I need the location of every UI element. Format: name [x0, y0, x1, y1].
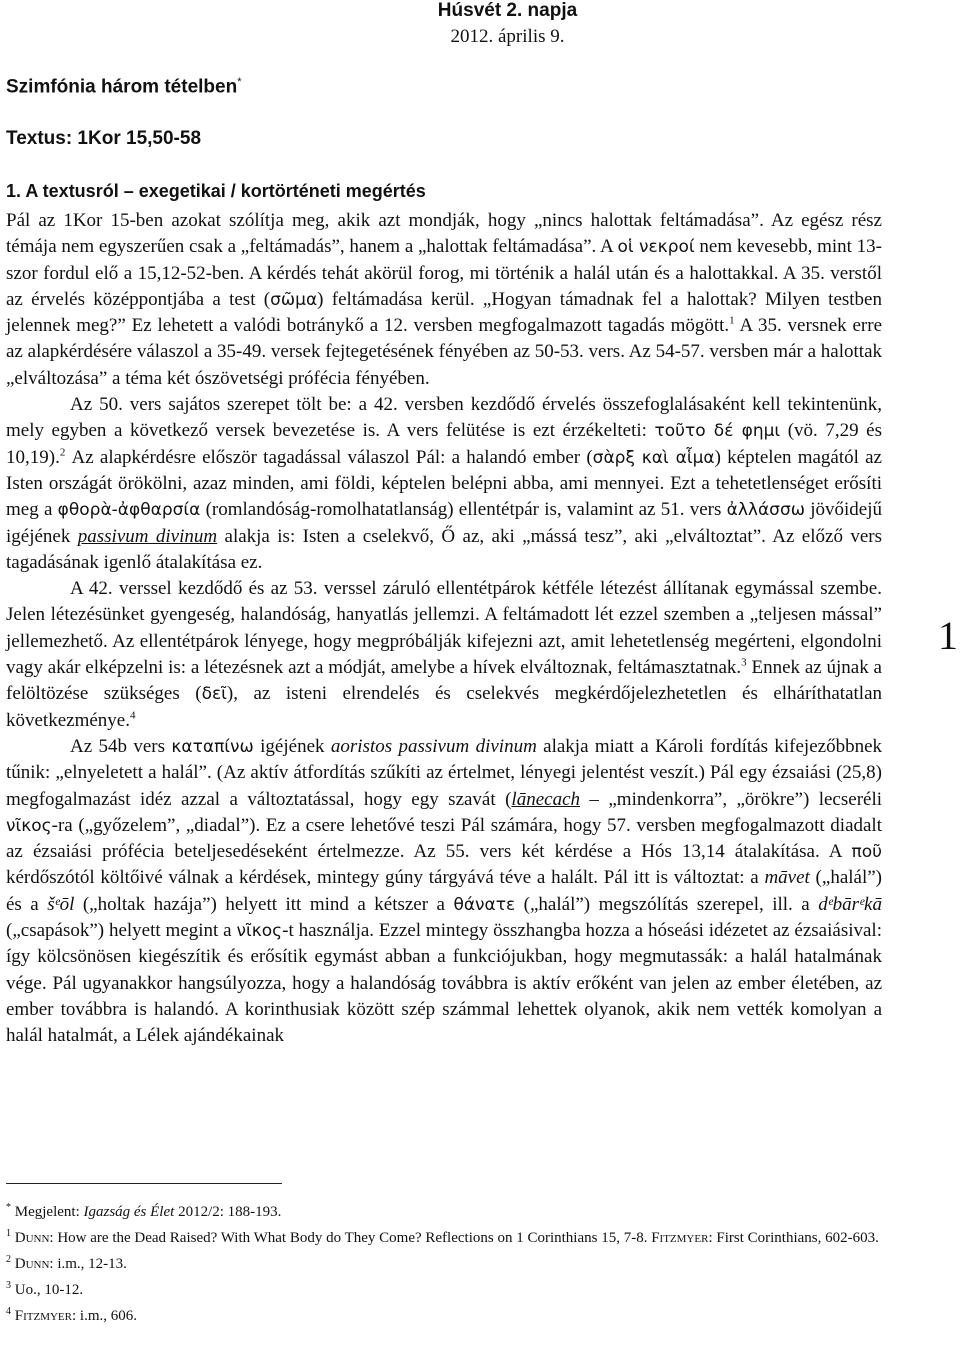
author-name: Fitzmyer	[651, 1230, 709, 1246]
text-run: -ra („győzelem”, „diadal”). Ez a cserе lehetővé teszi Pál számára, hogy 57. versben megfogalmazott diadalt az ézsaiási prófécia beteljesedéseként értelmezze. Az 55. vers két kérdése a Hós 13,14 átalakítása. A	[6, 814, 882, 863]
text-run: alakja miatt a Károli fordítás kifejezőbbnek tűnik: „elnyeletett a halál”. (Az aktív átfordítás szűkíti az értelmet, lényegi jelentést veszít.) Pál egy ézsaiási (25,8) megfogalmazást idéz azzal a változtatással, hogy egy szavát (	[6, 735, 883, 810]
document-title	[6, 76, 241, 98]
footnote	[6, 1223, 882, 1249]
text-run: : i.m., 606.	[71, 1308, 137, 1324]
underlined-term: passivum divinum	[77, 525, 218, 547]
author-name: Dunn	[14, 1230, 50, 1246]
text-run: Az 50. vers sajátos szerepet tölt be: a 42. versben kezdődő érvelés összefoglalásaként kell tekintenünk, mely egyben a következő versek bevezetése is. A vers felütése is ezt érzékelteti:	[6, 394, 882, 442]
underlined-term: lānecach	[511, 788, 580, 810]
text-run: A 42. verssel kezdődő és az 53. verssel záruló ellentétpárok kétféle létezést állítanak egymással szembe. Jelen létezésünket gyengeség, halandóság, hanyatlás jellemzi. A feltámadott lét ezzel szemben a „teljesen mással” jellemezhető. Az ellentétpárok lényege, hogy megpróbálják kifejezni azt, amit lehetetlenség megérteni, elgondolni vagy akár elképzelni is: a létezésnek azt a módját, amelybe a hívek elváltoznak, feltámasztatnak.	[6, 578, 882, 679]
textus-reference: Textus: 1Kor 15,50-58	[6, 128, 202, 149]
greek-term: σῶμα	[270, 289, 318, 310]
footnote-ref: 4	[6, 1306, 11, 1317]
author-name: Fitzmyer	[14, 1308, 72, 1324]
italic-term: dᵉbārᵉkā	[818, 893, 882, 915]
text-run: („csapások”) helyett megint a	[6, 920, 237, 942]
paragraph	[6, 208, 882, 392]
text-run: Az 54b vers	[70, 735, 172, 757]
title-footnote-mark: *	[237, 76, 242, 88]
greek-term: νῖκος	[236, 921, 283, 942]
text-run: (romlandóság-romolhatatlanság) ellentétpár is, valamint az 51. vers	[200, 499, 727, 521]
greek-term: φθορὰ-ἀφθαρσία	[57, 500, 201, 521]
footnote-ref: 1	[6, 1228, 11, 1239]
text-run: Megjelent:	[11, 1204, 84, 1220]
text-run: A 35. versnek erre az alapkérdésére válaszol a 35-49. versek fejtegetésének fényében az 50-53. vers. Az 54-57. versben már a halottak „elváltozása” a téma két ószövetségi prófécia fényében.	[6, 315, 882, 389]
text-run: Ennek az újnak a felöltözése szükséges (	[6, 657, 882, 705]
greek-term: θάνατε	[453, 894, 516, 915]
footnote-separator	[6, 1183, 282, 1184]
footnote-ref: 1	[729, 314, 735, 327]
greek-term: ἀλλάσσω	[726, 500, 805, 521]
text-run: igéjének	[253, 735, 331, 757]
italic-term: šᵉōl	[47, 893, 75, 915]
italic-term: Igazság és Élet	[83, 1204, 175, 1220]
text-run: – „mindenkorra”, „örökre”) lecseréli	[580, 788, 883, 810]
author-name: Dunn	[14, 1256, 50, 1272]
greek-term: τοῦτο δέ φημι	[654, 421, 781, 442]
paragraph	[6, 734, 882, 1050]
text-run: -t használja. Ezzel mintegy összhangba hozza a hóseási idézetet az ézsaiásival: így kölcsönösen kiegészítik és erősítik egymást abban a funkciójukban, hogy megmutassák: a halál hatalmának vége. Pál ugyanakkor hangsúlyozza, hogy a halandóság továbbra is aktív erőként van jelen az ember életében, az ember továbbra is halandó. A korinthusiak között szép számmal lehettek olyanok, akik nem vették komolyan a halál hatalmát, a Lélek ajándékainak	[6, 920, 882, 1047]
section-heading: 1. A textusról – exegetikai / kortörténeti megértés	[6, 181, 426, 201]
footnote	[6, 1197, 882, 1223]
text-run: : i.m., 12-13.	[49, 1256, 127, 1272]
paragraph	[6, 392, 882, 576]
text-run: 2012/2: 188-193.	[174, 1204, 282, 1220]
greek-term: δεῖ	[201, 684, 227, 705]
paragraph	[6, 576, 882, 734]
text-run: nem kevesebb, mint 13-szor fordul elő a 15,12-52-ben. A kérdés tehát akörül forog, mi történik a halál után és a halottakkal. A 35. verstől az érvelés középpontjába a test (	[6, 236, 882, 310]
body-text	[6, 208, 882, 1050]
footnote	[6, 1249, 882, 1275]
footnote	[6, 1275, 882, 1301]
text-run: kérdőszótól költőivé válnak a kérdések, mintegy gúny tárgyává téve a halált. Pál itt is változtat: a	[6, 867, 765, 889]
footnote	[6, 1301, 882, 1327]
footnote-ref: 3	[6, 1280, 11, 1291]
text-run: (vö. 7,29 és 10,19).	[6, 420, 883, 468]
footnote-ref: *	[6, 1202, 11, 1213]
greek-term: σὰρξ καὶ αἷμα	[592, 447, 715, 468]
greek-term: οἱ νεκροί	[617, 237, 695, 258]
text-run: Pál az 1Kor 15-ben azokat szólítja meg, akik azt mondják, hogy „nincs halottak feltámadása”. Az egész rész témája nem egyszerűen csak a „feltámadás”, hanem a „halottak feltámadása”. A	[6, 210, 882, 258]
text-run: : First Corinthians, 602-603.	[708, 1230, 879, 1246]
text-run: („halál”) megszólítás szerepel, ill. a	[515, 893, 819, 915]
footnote-ref: 2	[6, 1254, 11, 1265]
greek-term: ποῦ	[851, 842, 882, 863]
header-date: 2012. április 9.	[450, 26, 565, 47]
text-run: jövőidejű igéjének	[6, 499, 882, 547]
header-title: Húsvét 2. napja	[437, 0, 578, 21]
footnote-ref: 3	[741, 656, 747, 669]
text-run: ) feltámadása kerül. „Hogyan támadnak fel a halottak? Milyen testben jelennek meg?” Ez lehetett a valódi botránykő a 12. versben megfogalmazott tagadás mögött.	[6, 288, 882, 337]
text-run: ) képtelen magától az Isten országát örökölni, azaz minden, ami földi, képtelen belépni abba, ami mennyei. Ezt a tehetetlenséget erősíti meg a	[6, 446, 882, 521]
text-run: alakja is: Isten a cselekvő, Ő az, aki „mássá tesz”, aki „elváltoztat”. Az előző vers tagadásának igenlő átalakítása ez.	[6, 525, 883, 573]
document-title-text: Szimfónia három tételben	[6, 76, 238, 98]
text-run: Uo., 10-12.	[11, 1282, 84, 1298]
greek-term: νῖκος	[6, 815, 52, 836]
text-run: ), az isteni elrendelés és cselekvés megkérdőjelezhetetlen és elháríthatatlan következménye.	[6, 683, 882, 731]
page-number: 1	[938, 613, 958, 658]
footnotes	[6, 1197, 882, 1327]
footnote-ref: 4	[129, 709, 136, 722]
text-run: („holtak hazája”) helyett itt mind a kétszer a	[74, 893, 454, 915]
text-run: Az alapkérdésre először tagadással válaszol Pál: a halandó ember (	[65, 446, 593, 468]
text-run: („halál”) és a	[6, 867, 882, 915]
italic-term: aoristos passivum divinum	[330, 735, 537, 757]
footnote-ref: 2	[59, 446, 66, 459]
greek-term: καταπίνω	[171, 736, 254, 757]
text-run: : How are the Dead Raised? With What Body do They Come? Reflections on 1 Corinthians 15, 7-8.	[49, 1230, 652, 1246]
page-header	[0, 0, 960, 52]
italic-term: māvet	[764, 867, 810, 889]
